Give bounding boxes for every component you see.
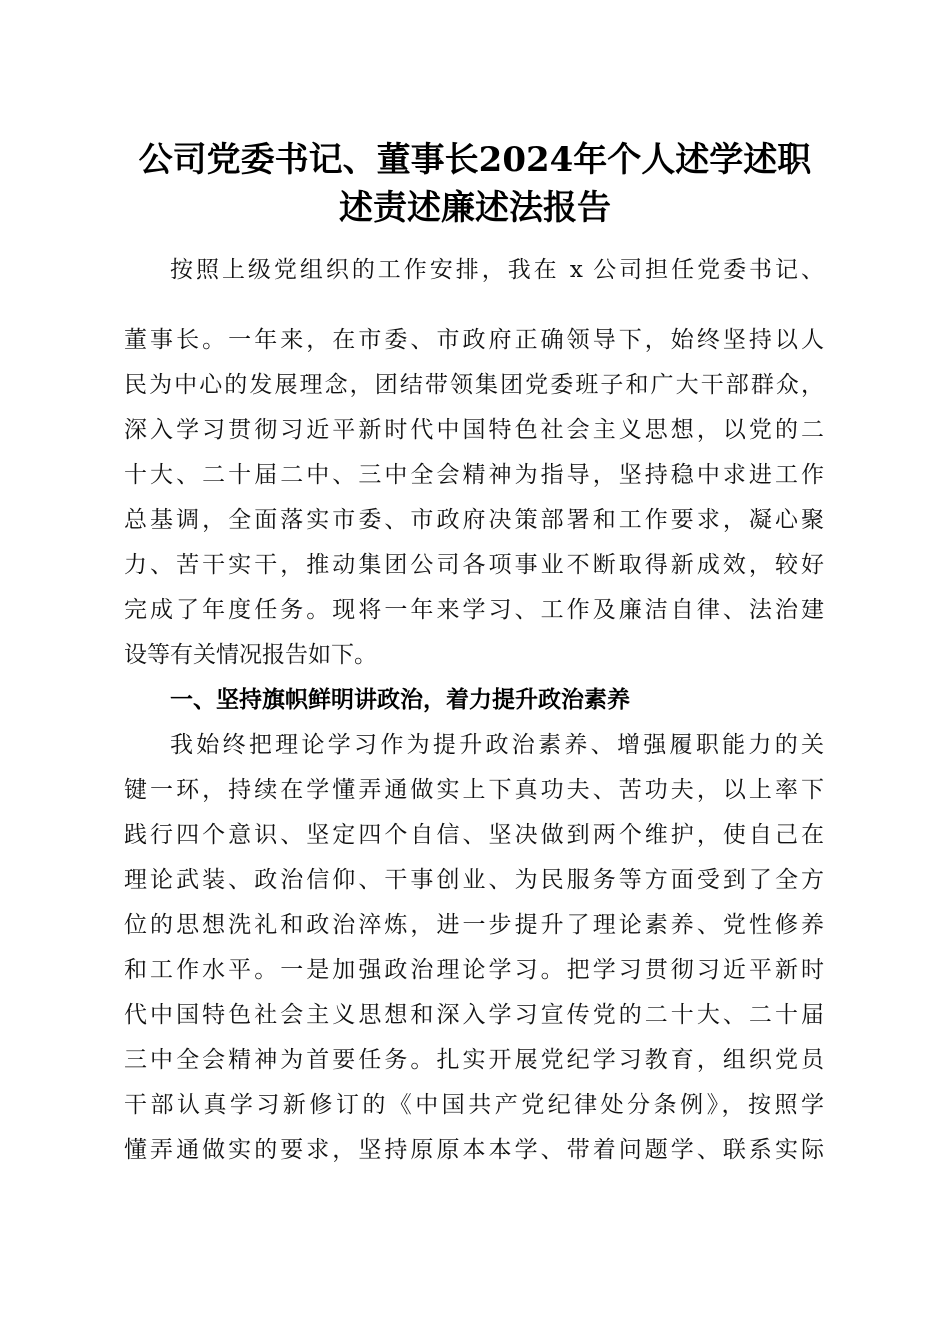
paragraph-2-line: 理论武装、政治信仰、干事创业、为民服务等方面受到了全方 [124,867,824,893]
paragraph-1-line: 十大、二十届二中、三中全会精神为指导，坚持稳中求进工作 [124,462,824,488]
paragraph-2-line: 和工作水平。一是加强政治理论学习。把学习贯彻习近平新时 [124,957,824,983]
paragraph-2-line: 三中全会精神为首要任务。扎实开展党纪学习教育，组织党员 [124,1047,824,1073]
document-title-line-2: 述责述廉述法报告 [339,188,611,228]
paragraph-2-line: 键一环，持续在学懂弄通做实上下真功夫、苦功夫，以上率下 [124,777,824,803]
paragraph-1-line: 完成了年度任务。现将一年来学习、工作及廉洁自律、法治建 [124,597,824,623]
section-1-heading: 一、坚持旗帜鲜明讲政治，着力提升政治素养 [170,687,630,713]
paragraph-2-line: 代中国特色社会主义思想和深入学习宣传党的二十大、二十届 [124,1002,824,1028]
paragraph-2-line: 懂弄通做实的要求，坚持原原本本学、带着问题学、联系实际 [124,1137,824,1163]
paragraph-1-line: 总基调，全面落实市委、市政府决策部署和工作要求，凝心聚 [124,507,824,533]
paragraph-2-line: 干部认真学习新修订的《中国共产党纪律处分条例》，按照学 [124,1092,824,1118]
paragraph-1-line: 按照上级党组织的工作安排，我在 x 公司担任党委书记、 [170,257,824,283]
paragraph-2-line: 位的思想洗礼和政治淬炼，进一步提升了理论素养、党性修养 [124,912,824,938]
paragraph-2-line: 践行四个意识、坚定四个自信、坚决做到两个维护，使自己在 [124,822,824,848]
paragraph-1-line: 深入学习贯彻习近平新时代中国特色社会主义思想，以党的二 [124,417,824,443]
document-title-line-1: 公司党委书记、董事长2024年个人述学述职 [138,140,812,180]
paragraph-1-line: 设等有关情况报告如下。 [124,642,377,668]
paragraph-1-line: 力、苦干实干，推动集团公司各项事业不断取得新成效，较好 [124,552,824,578]
paragraph-1-line: 董事长。一年来，在市委、市政府正确领导下，始终坚持以人 [124,327,824,353]
paragraph-1-line: 民为中心的发展理念，团结带领集团党委班子和广大干部群众， [124,372,824,398]
paragraph-2-line: 我始终把理论学习作为提升政治素养、增强履职能力的关 [170,732,824,758]
